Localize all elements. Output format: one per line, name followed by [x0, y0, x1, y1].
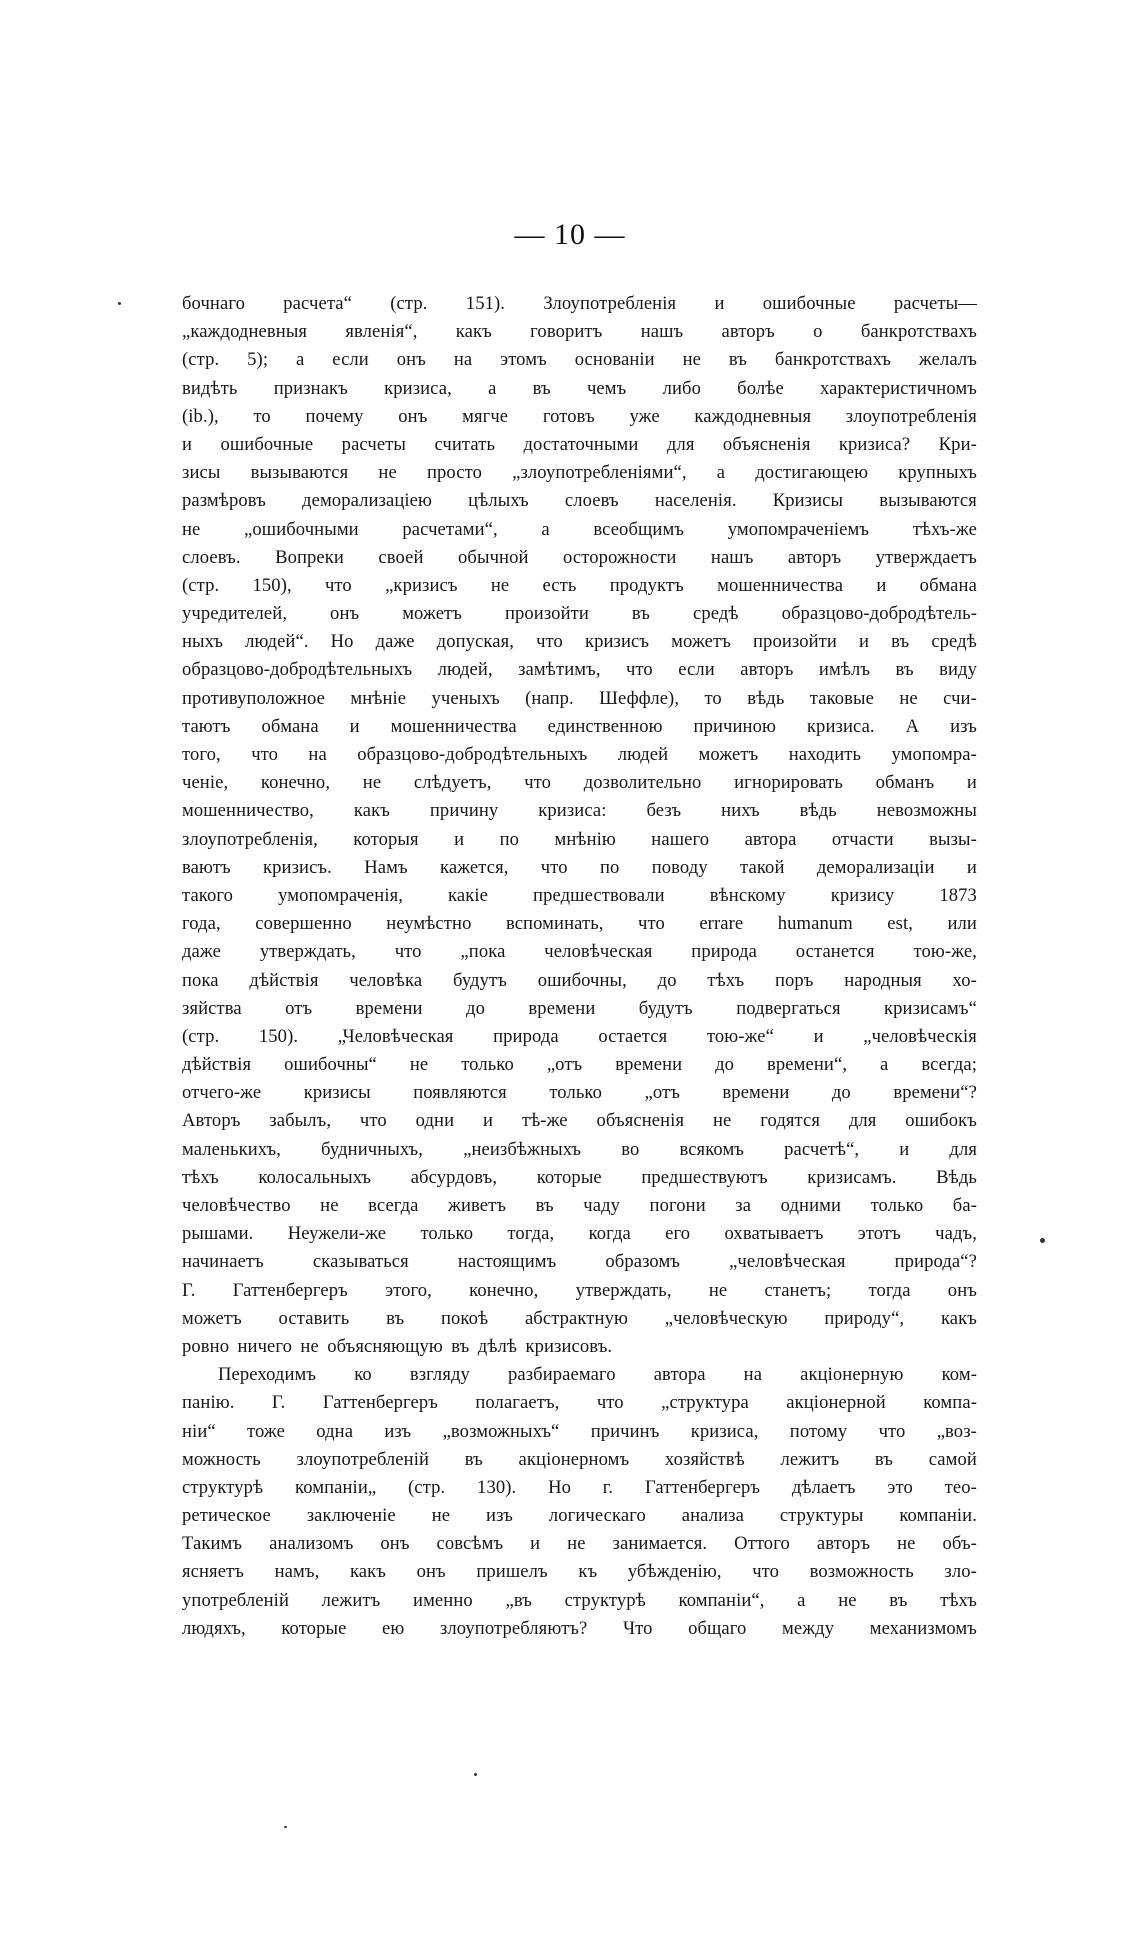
text-line: (стр. 150). „Человѣческая природа остается тою-же“ и „человѣческія	[182, 1025, 977, 1047]
text-line: ретическое заключеніе не изъ логическаго анализа структуры компаніи.	[182, 1505, 977, 1527]
text-line: зяйства отъ времени до времени будутъ подвергаться кризисамъ“	[182, 997, 977, 1019]
body-text	[182, 290, 977, 1643]
text-line: и ошибочные расчеты считать достаточными для объясненія кризиса? Кри-	[182, 433, 977, 455]
text-line: размѣровъ деморализаціею цѣлыхъ слоевъ населенія. Кризисы вызываются	[182, 490, 977, 512]
text-line: начинаетъ сказываться настоящимъ образомъ „человѣческая природа“?	[182, 1251, 977, 1273]
text-line: противуположное мнѣніе ученыхъ (напр. Шеффле), то вѣдь таковые не счи-	[182, 687, 977, 709]
text-line: „каждодневныя явленія“, какъ говоритъ нашъ авторъ о банкротствахъ	[182, 321, 977, 343]
text-line: того, что на образцово-добродѣтельныхъ людей можетъ находить умопомра-	[182, 744, 977, 765]
text-line: мошенничество, какъ причину кризиса: безъ нихъ вѣдь невозможны	[182, 800, 977, 822]
scan-speck	[284, 1826, 287, 1828]
text-line: не „ошибочными расчетами“, а всеобщимъ умопомраченіемъ тѣхъ-же	[182, 518, 977, 540]
text-line: (стр. 150), что „кризисъ не есть продуктъ мошенничества и обмана	[182, 574, 977, 596]
text-line: людяхъ, которые ею злоупотребляютъ? Что общаго между механизмомъ	[182, 1617, 977, 1639]
text-line: учредителей, онъ можетъ произойти въ средѣ образцово-добродѣтель-	[182, 603, 977, 625]
text-line: человѣчество не всегда живетъ въ чаду погони за одними только ба-	[182, 1195, 977, 1216]
text-line: года, совершенно неумѣстно вспоминать, что errare humanum est, или	[182, 913, 977, 935]
text-line: (стр. 5); а если онъ на этомъ основаніи не въ банкротствахъ желалъ	[182, 349, 977, 371]
text-line: Авторъ забылъ, что одни и тѣ-же объясненія не годятся для ошибокъ	[182, 1110, 977, 1132]
text-line: такого умопомраченія, какіе предшествовали вѣнскому кризису 1873	[182, 884, 977, 906]
text-line: бочнаго расчета“ (стр. 151). Злоупотребленія и ошибочные расчеты—	[182, 293, 977, 314]
text-line: структурѣ компаніи„ (стр. 130). Но г. Гаттенбергеръ дѣлаетъ это тео-	[182, 1476, 977, 1498]
text-line: отчего-же кризисы появляются только „отъ времени до времени“?	[182, 1082, 977, 1104]
scan-speck	[118, 302, 121, 305]
scan-speck	[474, 1773, 477, 1776]
text-line: даже утверждать, что „пока человѣческая природа останется тою-же,	[182, 941, 977, 963]
text-line: ясняетъ намъ, какъ онъ пришелъ къ убѣжденію, что возможность зло-	[182, 1561, 977, 1583]
text-line: таютъ обмана и мошенничества единственною причиною кризиса. А изъ	[182, 715, 977, 737]
text-line: Г. Гаттенбергеръ этого, конечно, утверждать, не станетъ; тогда онъ	[182, 1279, 977, 1301]
text-line: можетъ оставить въ покоѣ абстрактную „человѣческую природу“, какъ	[182, 1307, 977, 1329]
scan-speck	[1040, 1238, 1045, 1243]
text-line: Переходимъ ко взгляду разбираемаго автора на акціонерную ком-	[218, 1364, 977, 1386]
text-line: образцово-добродѣтельныхъ людей, замѣтимъ, что если авторъ имѣлъ въ виду	[182, 659, 977, 681]
text-line: пока дѣйствія человѣка будутъ ошибочны, до тѣхъ поръ народныя хо-	[182, 969, 977, 991]
text-line: Такимъ анализомъ онъ совсѣмъ и не занимается. Оттого авторъ не объ-	[182, 1533, 977, 1555]
text-line: ныхъ людей“. Но даже допуская, что кризисъ можетъ произойти и въ средѣ	[182, 631, 977, 653]
text-line: употребленій лежитъ именно „въ структурѣ компаніи“, а не въ тѣхъ	[182, 1589, 977, 1611]
text-line: рышами. Неужели-же только тогда, когда его охватываетъ этотъ чадъ,	[182, 1223, 977, 1245]
page-number: — 10 —	[514, 218, 626, 251]
text-line: слоевъ. Вопреки своей обычной осторожности нашъ авторъ утверждаетъ	[182, 546, 977, 568]
text-line: видѣть признакъ кризиса, а въ чемъ либо болѣе характеристичномъ	[182, 377, 977, 399]
text-line: можность злоупотребленій въ акціонерномъ хозяйствѣ лежитъ въ самой	[182, 1448, 977, 1470]
text-line: панію. Г. Гаттенбергеръ полагаетъ, что „структура акціонерной компа-	[182, 1392, 977, 1414]
text-line: ровно ничего не объясняющую въ дѣлѣ кризисовъ.	[182, 1335, 613, 1357]
text-line: тѣхъ колосальныхъ абсурдовъ, которые предшествуютъ кризисамъ. Вѣдь	[182, 1166, 977, 1188]
text-line: зисы вызываются не просто „злоупотребленіями“, а достигающею крупныхъ	[182, 462, 977, 484]
text-line: ніи“ тоже одна изъ „возможныхъ“ причинъ кризиса, потому что „воз-	[182, 1420, 977, 1442]
text-line: злоупотребленія, которыя и по мнѣнію нашего автора отчасти вызы-	[182, 828, 977, 850]
text-line: маленькихъ, будничныхъ, „неизбѣжныхъ во всякомъ расчетѣ“, и для	[182, 1138, 977, 1160]
text-line: ваютъ кризисъ. Намъ кажется, что по поводу такой деморализаціи и	[182, 856, 977, 878]
text-line: (ib.), то почему онъ мягче готовъ уже каждодневныя злоупотребленія	[182, 405, 977, 427]
text-line: ченіе, конечно, не слѣдуетъ, что дозволительно игнорировать обманъ и	[182, 772, 977, 794]
text-line: дѣйствія ошибочны“ не только „отъ времени до времени“, а всегда;	[182, 1054, 977, 1076]
